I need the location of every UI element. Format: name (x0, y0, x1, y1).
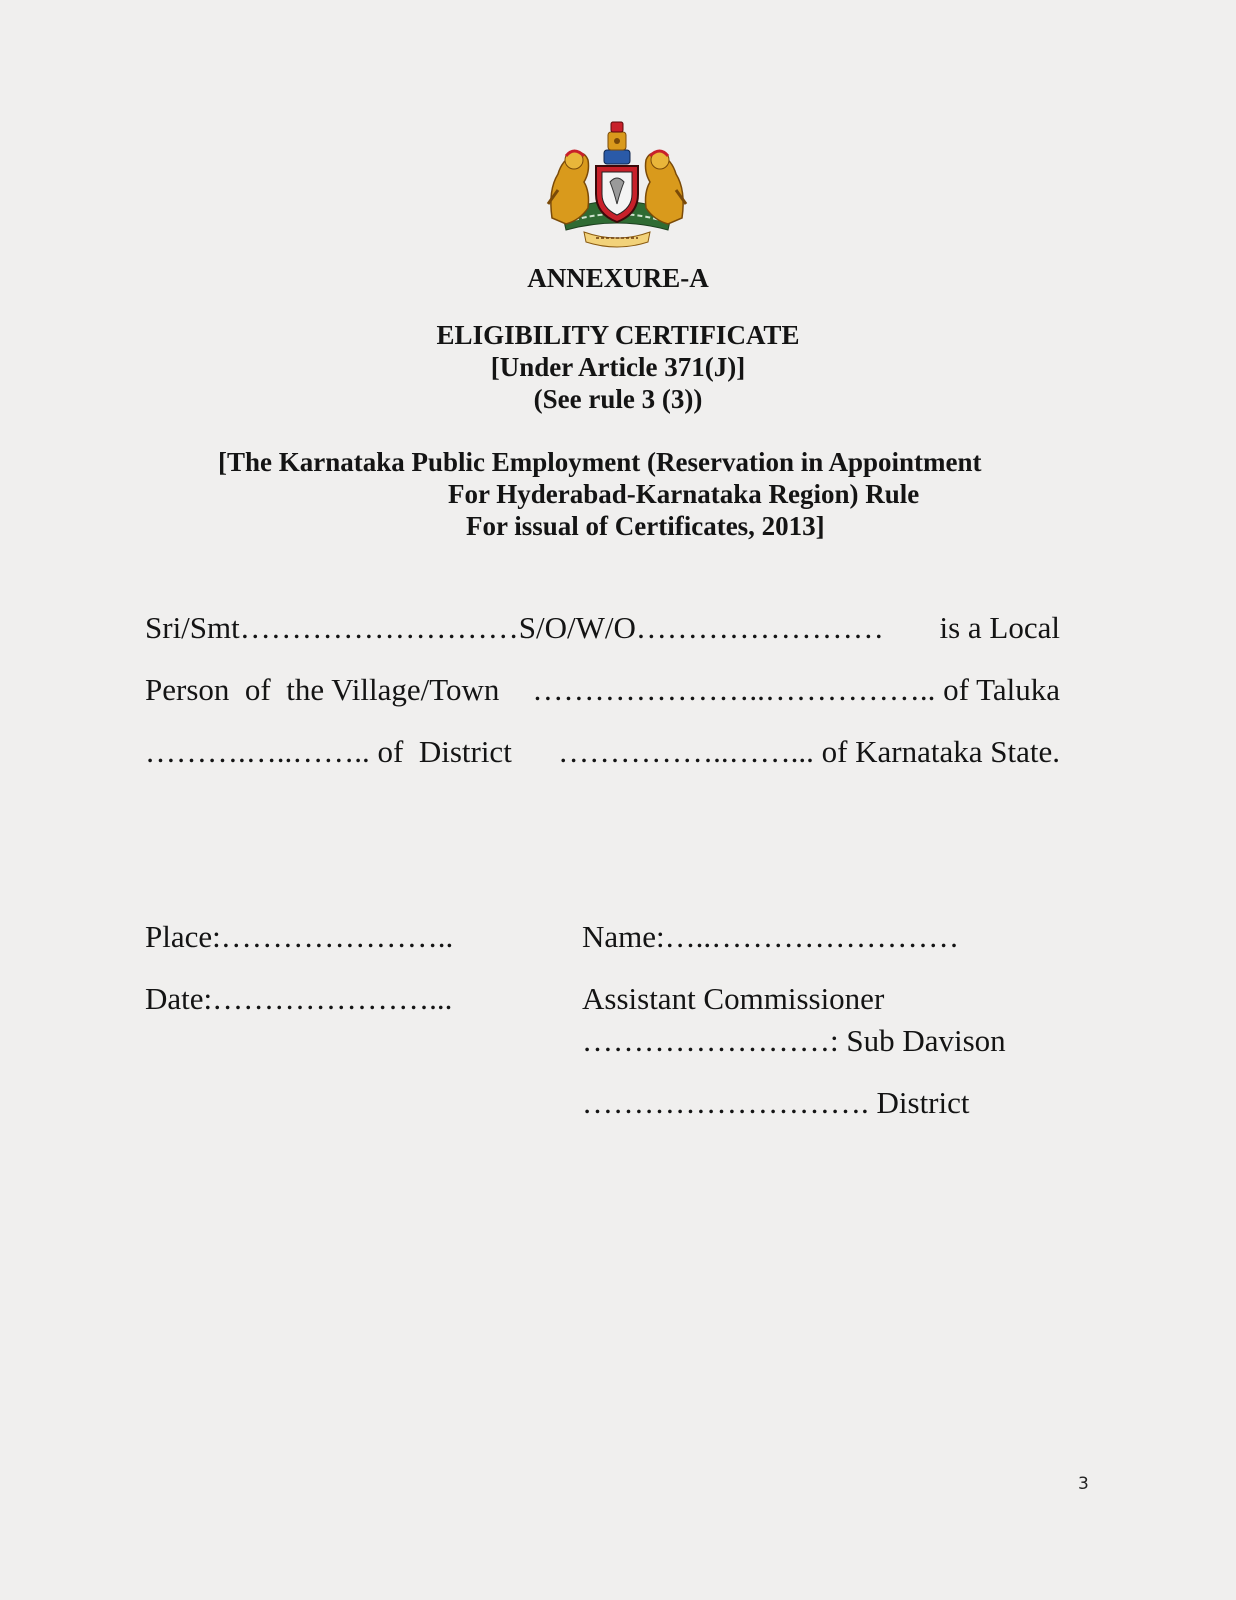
district-state-field: ……………..……... of Karnataka State. (558, 734, 1060, 769)
body-line-2 (145, 671, 1060, 709)
name-field: Name:…..…………………… (582, 919, 960, 954)
village-town-label: Person of the Village/Town (145, 672, 500, 707)
village-taluka-field: …………………..…………….. of Taluka (532, 672, 1060, 707)
body-line-3 (145, 733, 1060, 771)
rule-reference: (See rule 3 (3)) (533, 384, 703, 414)
sub-division-field: ……………………: Sub Davison (582, 1023, 1006, 1058)
date-field: Date:…………………... (145, 981, 453, 1016)
name-relation-fields: Sri/Smt………………………S/O/W/O…………………… (145, 610, 884, 645)
taluka-district-field: ……….…..…….. of District (145, 734, 512, 769)
preamble-line-1: [The Karnataka Public Employment (Reservation in Appointment (218, 447, 982, 477)
body-line-1 (145, 609, 1060, 647)
page-number: 3 (1078, 1474, 1089, 1494)
preamble-line-3: For issual of Certificates, 2013] (466, 511, 825, 541)
karnataka-emblem-icon (544, 120, 690, 250)
district-field: ………………………. District (582, 1085, 970, 1120)
preamble-line-2: For Hyderabad-Karnataka Region) Rule (448, 479, 920, 509)
local-person-text: is a Local (939, 610, 1060, 645)
designation-text: Assistant Commissioner (582, 981, 885, 1016)
certificate-title: ELIGIBILITY CERTIFICATE (436, 320, 800, 350)
place-field: Place:………………….. (145, 919, 454, 954)
article-reference: [Under Article 371(J)] (490, 352, 746, 382)
annexure-title: ANNEXURE-A (527, 263, 709, 293)
